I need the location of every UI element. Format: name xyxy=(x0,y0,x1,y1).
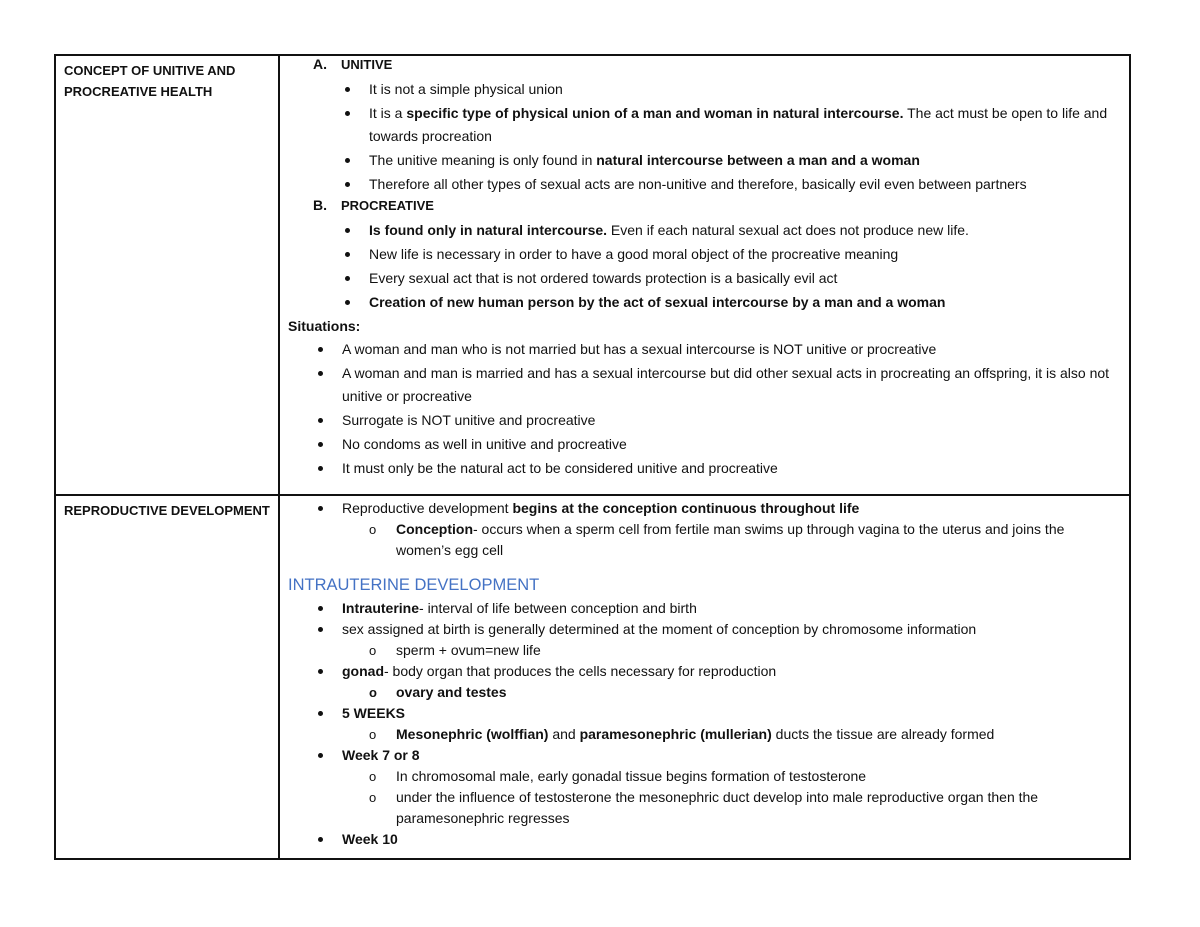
list-item: Intrauterine- interval of life between conception and birth xyxy=(288,598,1123,619)
section-heading-intrauterine: INTRAUTERINE DEVELOPMENT xyxy=(288,576,540,594)
row-title: REPRODUCTIVE DEVELOPMENT xyxy=(64,503,270,518)
list-item: Creation of new human person by the act of sexual intercourse by a man and a woman xyxy=(288,291,1123,314)
row-content-cell xyxy=(279,495,1130,859)
procreative-bullet-list xyxy=(288,219,1123,314)
section-heading-procreative xyxy=(288,197,1123,219)
row-title: CONCEPT OF UNITIVE AND PROCREATIVE HEALTH xyxy=(64,63,236,99)
sub-list-item: o In chromosomal male, early gonadal tissue begins formation of testosterone xyxy=(342,766,1123,787)
list-item: It is a specific type of physical union of a man and woman in natural intercourse. The act must be open to life and towards procreation xyxy=(288,102,1123,148)
sub-list-item: o Mesonephric (wolffian) and paramesonephric (mullerian) ducts the tissue are already formed xyxy=(342,724,1123,745)
list-item: Week 10 xyxy=(288,829,1123,850)
section-label: PROCREATIVE xyxy=(341,198,434,213)
list-item: The unitive meaning is only found in natural intercourse between a man and a woman xyxy=(288,149,1123,172)
sub-list-item: o Conception- occurs when a sperm cell from fertile man swims up through vagina to the uterus and joins the women’s egg cell xyxy=(342,519,1123,561)
list-item: 5 WEEKS o Mesonephric (wolffian) and paramesonephric (mullerian) ducts the tissue are already formed xyxy=(288,703,1123,745)
sub-list-item: o under the influence of testosterone the mesonephric duct develop into male reproductive organ then the paramesonephric regresses xyxy=(342,787,1123,829)
unitive-bullet-list xyxy=(288,78,1123,196)
sub-list xyxy=(342,640,1123,661)
sub-list-item: o ovary and testes xyxy=(342,682,1123,703)
sub-list xyxy=(342,766,1123,829)
list-item: Surrogate is NOT unitive and procreative xyxy=(288,409,1123,432)
intrauterine-bullet-list xyxy=(288,598,1123,850)
list-item: It must only be the natural act to be considered unitive and procreative xyxy=(288,457,1123,480)
list-item: gonad- body organ that produces the cells necessary for reproduction o ovary and testes xyxy=(288,661,1123,703)
section-label: UNITIVE xyxy=(341,57,393,72)
list-item: A woman and man who is not married but has a sexual intercourse is NOT unitive or procreative xyxy=(288,338,1123,361)
row-content-cell xyxy=(279,55,1130,495)
situations-label: Situations: xyxy=(288,318,361,334)
list-item: sex assigned at birth is generally determined at the moment of conception by chromosome information o sperm + ovum=new life xyxy=(288,619,1123,661)
list-item: No condoms as well in unitive and procreative xyxy=(288,433,1123,456)
sub-list xyxy=(342,724,1123,745)
list-item: A woman and man is married and has a sexual intercourse but did other sexual acts in procreating an offspring, it is also not unitive or procreative xyxy=(288,362,1123,408)
list-item: Week 7 or 8 o In chromosomal male, early gonadal tissue begins formation of testosterone o under the influence of testosterone the mesonephric duct develop into male reproductive organ then the paramesonephric regresses xyxy=(288,745,1123,829)
section-letter: A. xyxy=(313,56,327,72)
sub-list xyxy=(342,682,1123,703)
list-item: Every sexual act that is not ordered towards protection is a basically evil act xyxy=(288,267,1123,290)
sub-list xyxy=(342,519,1123,561)
list-item: Is found only in natural intercourse. Even if each natural sexual act does not produce new life. xyxy=(288,219,1123,242)
section-heading-unitive xyxy=(288,56,1123,78)
row-title-cell xyxy=(55,495,279,859)
intro-bullet-list xyxy=(288,498,1123,561)
list-item: New life is necessary in order to have a good moral object of the procreative meaning xyxy=(288,243,1123,266)
situations-bullet-list xyxy=(288,338,1123,480)
section-letter: B. xyxy=(313,197,327,213)
document-table xyxy=(54,54,1131,860)
sub-list-item: o sperm + ovum=new life xyxy=(342,640,1123,661)
table-row-reproductive-development xyxy=(55,495,1130,859)
list-item: It is not a simple physical union xyxy=(288,78,1123,101)
list-item: Therefore all other types of sexual acts are non-unitive and therefore, basically evil even between partners xyxy=(288,173,1123,196)
row-title-cell xyxy=(55,55,279,495)
list-item: Reproductive development begins at the conception continuous throughout life o Conception- occurs when a sperm cell from fertile man swims up through vagina to the uterus and joins the women’s egg cell xyxy=(288,498,1123,561)
table-row-unitive-procreative xyxy=(55,55,1130,495)
